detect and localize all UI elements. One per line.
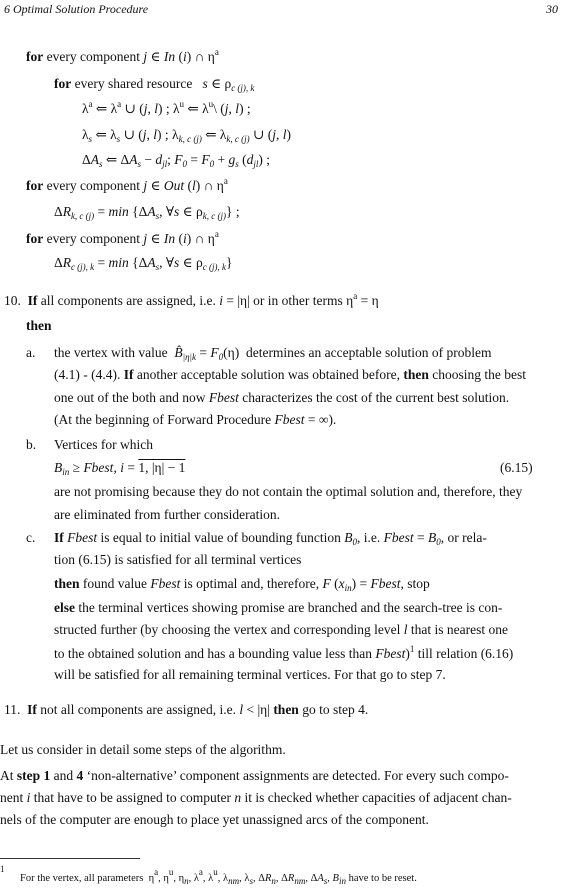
- footnote: 1 For the vertex, all parameters ηa, ηu, ηn, λa, λu, λnm, λs, ΔRn, ΔRnm, ΔAs, Bin have to be reset.: [0, 864, 417, 886]
- item-c-line-3: then found value Fbest is optimal and, therefore, F $(x_{in})$ = Fbest, stop: [54, 576, 430, 593]
- paragraph-2-line-1: At step 1 and 4 ‘non-alternative’ component assignments are detected. For every such compo-: [0, 768, 509, 783]
- algo-line-7: $\Delta R_{k, c (j)} = \min \{\Delta A_s$, ∀s ∈ $\rho_{k, c (j)}$} ;: [54, 204, 240, 221]
- algo-line-3: $\lambda^a$ ⇐ $\lambda^a$ ∪ (j, l) ; $\lambda^u$ ⇐ $\lambda^u\backslash$ (j, l) ;: [82, 99, 251, 116]
- algo-line-2: for every shared resource s ∈ $\rho_{c (j), k}$: [54, 76, 255, 93]
- paragraph-1: Let us consider in detail some steps of the algorithm.: [0, 742, 286, 757]
- page-number: 30: [546, 2, 558, 16]
- algo-line-9: $\Delta R_{c (j), k} = \min \{\Delta A_s$, ∀s ∈ $\rho_{c (j), k}$}: [54, 255, 233, 272]
- item-c-line-5: structed further (by choosing the vertex and corresponding level l that is nearest one: [54, 622, 508, 637]
- item-c-line-1: If Fbest is equal to initial value of bounding function $B_0$, i.e. Fbest = $B_0$, or rela-: [54, 530, 487, 547]
- item-c-line-2: tion (6.15) is satisfied for all terminal vertices: [54, 552, 302, 567]
- paragraph-2-line-3: nels of the computer are enough to place yet unassigned arcs of the component.: [0, 812, 429, 827]
- step-10-then: then: [26, 318, 52, 333]
- item-c-line-7: will be satisfied for all remaining terminal vertices. For that go to step 7.: [54, 667, 446, 682]
- item-b-line-3: are not promising because they do not contain the optimal solution and, therefore, they: [54, 484, 523, 499]
- step-11-line: 11. If not all components are assigned, i.e. l < |η| then go to step 4.: [4, 702, 369, 717]
- running-title: 6 Optimal Solution Procedure: [4, 2, 149, 16]
- step-10-line: 10. If all components are assigned, i.e. i = |η| or in other terms $\eta^a = \eta$: [4, 291, 379, 308]
- algo-line-5: $\Delta A_s$ ⇐ $\Delta A_s - d_{jl}$; $F_0 = F_0 + g_s$ $(d_{jl})$ ;: [82, 152, 271, 169]
- item-a-line-2: (4.1) - (4.4). If another acceptable solution was obtained before, then choosing the best: [54, 367, 527, 382]
- algo-line-1: for every component j ∈ In (i) ∩ $\eta^a$: [26, 47, 219, 64]
- item-c-line-6: to the obtained solution and has a bounding value less than Fbest)$^1$ till relation (6.16): [54, 644, 514, 661]
- item-a-line-4: (At the beginning of Forward Procedure Fbest = ∞).: [54, 412, 337, 427]
- item-a-line-1: the vertex with value $B̂_{|\eta|k} = F_0(\eta)$ determines an acceptable solution of problem: [54, 345, 492, 362]
- page-header: [0, 0, 568, 14]
- algo-line-4: $\lambda_s$ ⇐ $\lambda_s$ ∪ (j, l) ; $\lambda_{k, c (j)}$ ⇐ $\lambda_{k, c (j)}$ ∪ (j, l): [82, 127, 291, 144]
- item-b-line-4: are eliminated from further consideration.: [54, 507, 281, 522]
- equation-6-15: $B_{in}$ ≥ Fbest, i = 1, |η| − 1: [54, 460, 186, 477]
- algo-line-6: for every component j ∈ Out (l) ∩ $\eta^a$: [26, 176, 228, 193]
- paragraph-2-line-2: nent i that have to be assigned to computer n it is checked whether capacities of adjacent chan-: [0, 790, 512, 805]
- item-c-line-4: else the terminal vertices showing promise are branched and the search-tree is con-: [54, 600, 503, 615]
- item-b-label: b.: [26, 437, 37, 452]
- algo-line-8: for every component j ∈ In (i) ∩ $\eta^a$: [26, 229, 219, 246]
- item-b-line-1: Vertices for which: [54, 437, 153, 452]
- footnote-rule: [0, 858, 140, 859]
- footnote-mark: 1: [0, 864, 5, 874]
- item-a-label: a.: [26, 345, 36, 360]
- equation-number-6-15: (6.15): [500, 460, 533, 475]
- item-a-line-3: one out of the both and now Fbest characterizes the cost of the current best solution.: [54, 390, 510, 405]
- item-c-label: c.: [26, 530, 36, 545]
